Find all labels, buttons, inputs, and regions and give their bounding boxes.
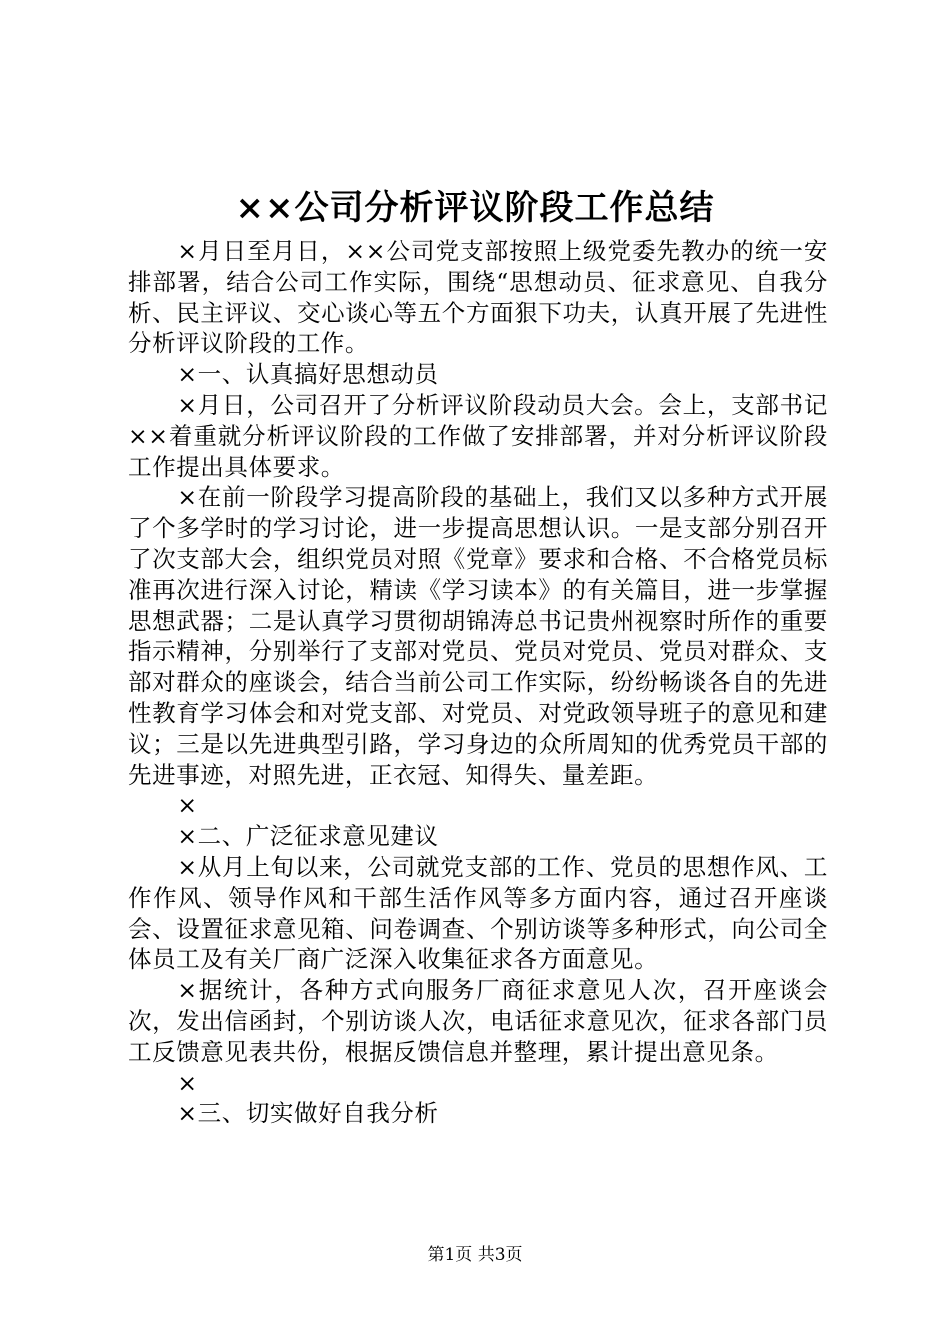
section-heading-3: ×三、切实做好自我分析 [177,1099,439,1128]
paragraph-marker: × [177,791,198,820]
document-title: ××公司分析评议阶段工作总结 [235,188,715,228]
paragraph: ×在前一阶段学习提高阶段的基础上，我们又以多种方式开展了个多学时的学习讨论，进一步提高思想认识。一是支部分别召开了次支部大会，组织党员对照《党章》要求和合格、不合格党员标准再次进行深入讨论，精读《学习读本》的有关篇目，进一步掌握思想武器；二是认真学习贯彻胡锦涛总书记贵州视察时所作的重要指示精神，分别举行了支部对党员、党员对党员、党员对群众、支部对群众的座谈会，结合当前公司工作实际，纷纷畅谈各自的先进性教育学习体会和对党支部、对党员、对党政领导班子的意见和建议；三是以先进典型引路，学习身边的众所周知的优秀党员干部的先进事迹，对照先进，正衣冠、知得失、量差距。 [128,483,828,789]
paragraph: ×月日，公司召开了分析评议阶段动员大会。会上，支部书记××着重就分析评议阶段的工作做了安排部署，并对分析评议阶段工作提出具体要求。 [128,390,828,481]
document-body [128,236,828,1129]
page-number-footer: 第1页 共3页 [427,1245,523,1265]
paragraph: ×据统计，各种方式向服务厂商征求意见人次，召开座谈会次，发出信函封，个别访谈人次，电话征求意见次，征求各部门员工反馈意见表共份，根据反馈信息并整理，累计提出意见条。 [128,976,828,1066]
paragraph-marker: × [177,1068,198,1097]
paragraph: ×从月上旬以来，公司就党支部的工作、党员的思想作风、工作作风、领导作风和干部生活作风等多方面内容，通过召开座谈会、设置征求意见箱、问卷调查、个别访谈等多种形式，向公司全体员工及有关厂商广泛深入收集征求各方面意见。 [128,852,828,974]
section-heading-2: ×二、广泛征求意见建议 [177,822,439,851]
section-heading-1: ×一、认真搞好思想动员 [177,360,439,389]
paragraph-intro: ×月日至月日，××公司党支部按照上级党委先教办的统一安排部署，结合公司工作实际，围绕“思想动员、征求意见、自我分析、民主评议、交心谈心等五个方面狠下功夫，认真开展了先进性分析评议阶段的工作。 [128,237,828,358]
